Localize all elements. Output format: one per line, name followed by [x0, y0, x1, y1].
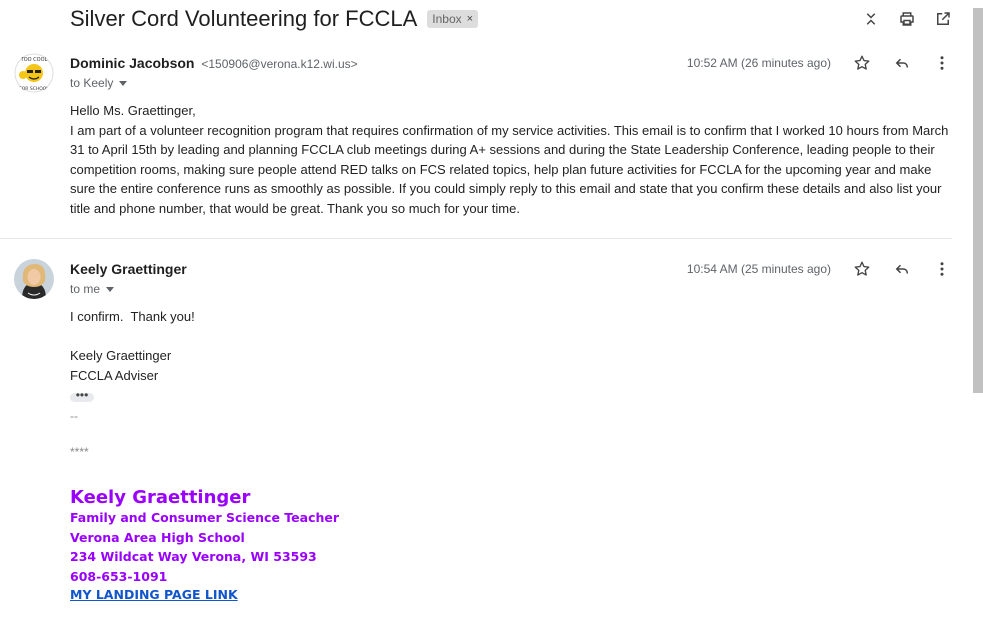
- sender: [70, 261, 187, 277]
- star-icon[interactable]: [851, 52, 873, 74]
- landing-page-link[interactable]: MY LANDING PAGE LINK: [70, 587, 238, 602]
- message-body: [70, 307, 950, 462]
- message-actions: [851, 52, 953, 74]
- chevron-down-icon[interactable]: [106, 287, 114, 292]
- subject-title: Silver Cord Volunteering for FCCLA: [70, 6, 418, 31]
- signature-address: 234 Wildcat Way Verona, WI 53593: [70, 549, 317, 564]
- sender-name[interactable]: Keely Graettinger: [70, 261, 187, 277]
- chevron-down-icon[interactable]: [119, 81, 127, 86]
- message-actions: [851, 258, 953, 280]
- email-signature: [70, 487, 339, 604]
- sender-name[interactable]: Dominic Jacobson: [70, 55, 195, 71]
- body-text: I am part of a volunteer recognition program that requires confirmation of my service activities. This email is to confirm that I worked 10 hours from March 31 to April 15th by leading and planning FCCLA club meetings during A+ sessions and during the State Leadership Conference, leading people to their competition rooms, making sure people attend RED talks on FCS related topics, help plan future activities for FCCLA for the upcoming year and make sure the entire conference runs as smoothly as possible. If you could simply reply to this email and state that you confirm these details and also list your title and phone number, that would be great. Thank you so much for your time.: [70, 122, 949, 216]
- timestamp: 10:52 AM (26 minutes ago): [686, 56, 831, 70]
- sender-email: <150906@verona.k12.wi.us>: [201, 57, 358, 71]
- avatar: [14, 259, 54, 299]
- more-vert-icon[interactable]: [931, 52, 953, 74]
- reply-icon[interactable]: [891, 258, 913, 280]
- recipient-text: to Keely: [70, 76, 114, 90]
- more-vert-icon[interactable]: [931, 258, 953, 280]
- message-2: [0, 239, 955, 620]
- signature-stars: ****: [70, 444, 89, 459]
- recipient-details[interactable]: [70, 282, 114, 296]
- message-body: [70, 101, 950, 219]
- message-1: [0, 0, 955, 238]
- avatar: [14, 53, 54, 93]
- signature-phone: 608-653-1091: [70, 568, 168, 584]
- signoff-title: FCCLA Adviser: [70, 367, 159, 383]
- star-icon[interactable]: [851, 258, 873, 280]
- avatar-text-bottom: FOR SCHOOL: [19, 87, 49, 92]
- scrollbar[interactable]: [973, 8, 983, 393]
- timestamp: 10:54 AM (25 minutes ago): [686, 262, 831, 276]
- avatar-text-top: TOO COOL: [20, 57, 48, 63]
- show-trimmed-content-button[interactable]: •••: [70, 393, 94, 402]
- signature-school: Verona Area High School: [70, 529, 245, 545]
- greeting: Hello Ms. Graettinger,: [70, 103, 196, 118]
- recipient-text: to me: [70, 282, 101, 296]
- sender: [70, 55, 358, 71]
- recipient-details[interactable]: [70, 76, 127, 90]
- signoff-name: Keely Graettinger: [70, 348, 172, 364]
- reply-icon[interactable]: [891, 52, 913, 74]
- signature-name: Keely Graettinger: [70, 487, 251, 508]
- label-text: Inbox: [432, 12, 462, 26]
- signature-separator: --: [70, 408, 78, 423]
- signature-title: Family and Consumer Science Teacher: [70, 510, 340, 525]
- remove-label-icon[interactable]: ×: [466, 13, 474, 25]
- body-text: I confirm. Thank you!: [70, 309, 195, 324]
